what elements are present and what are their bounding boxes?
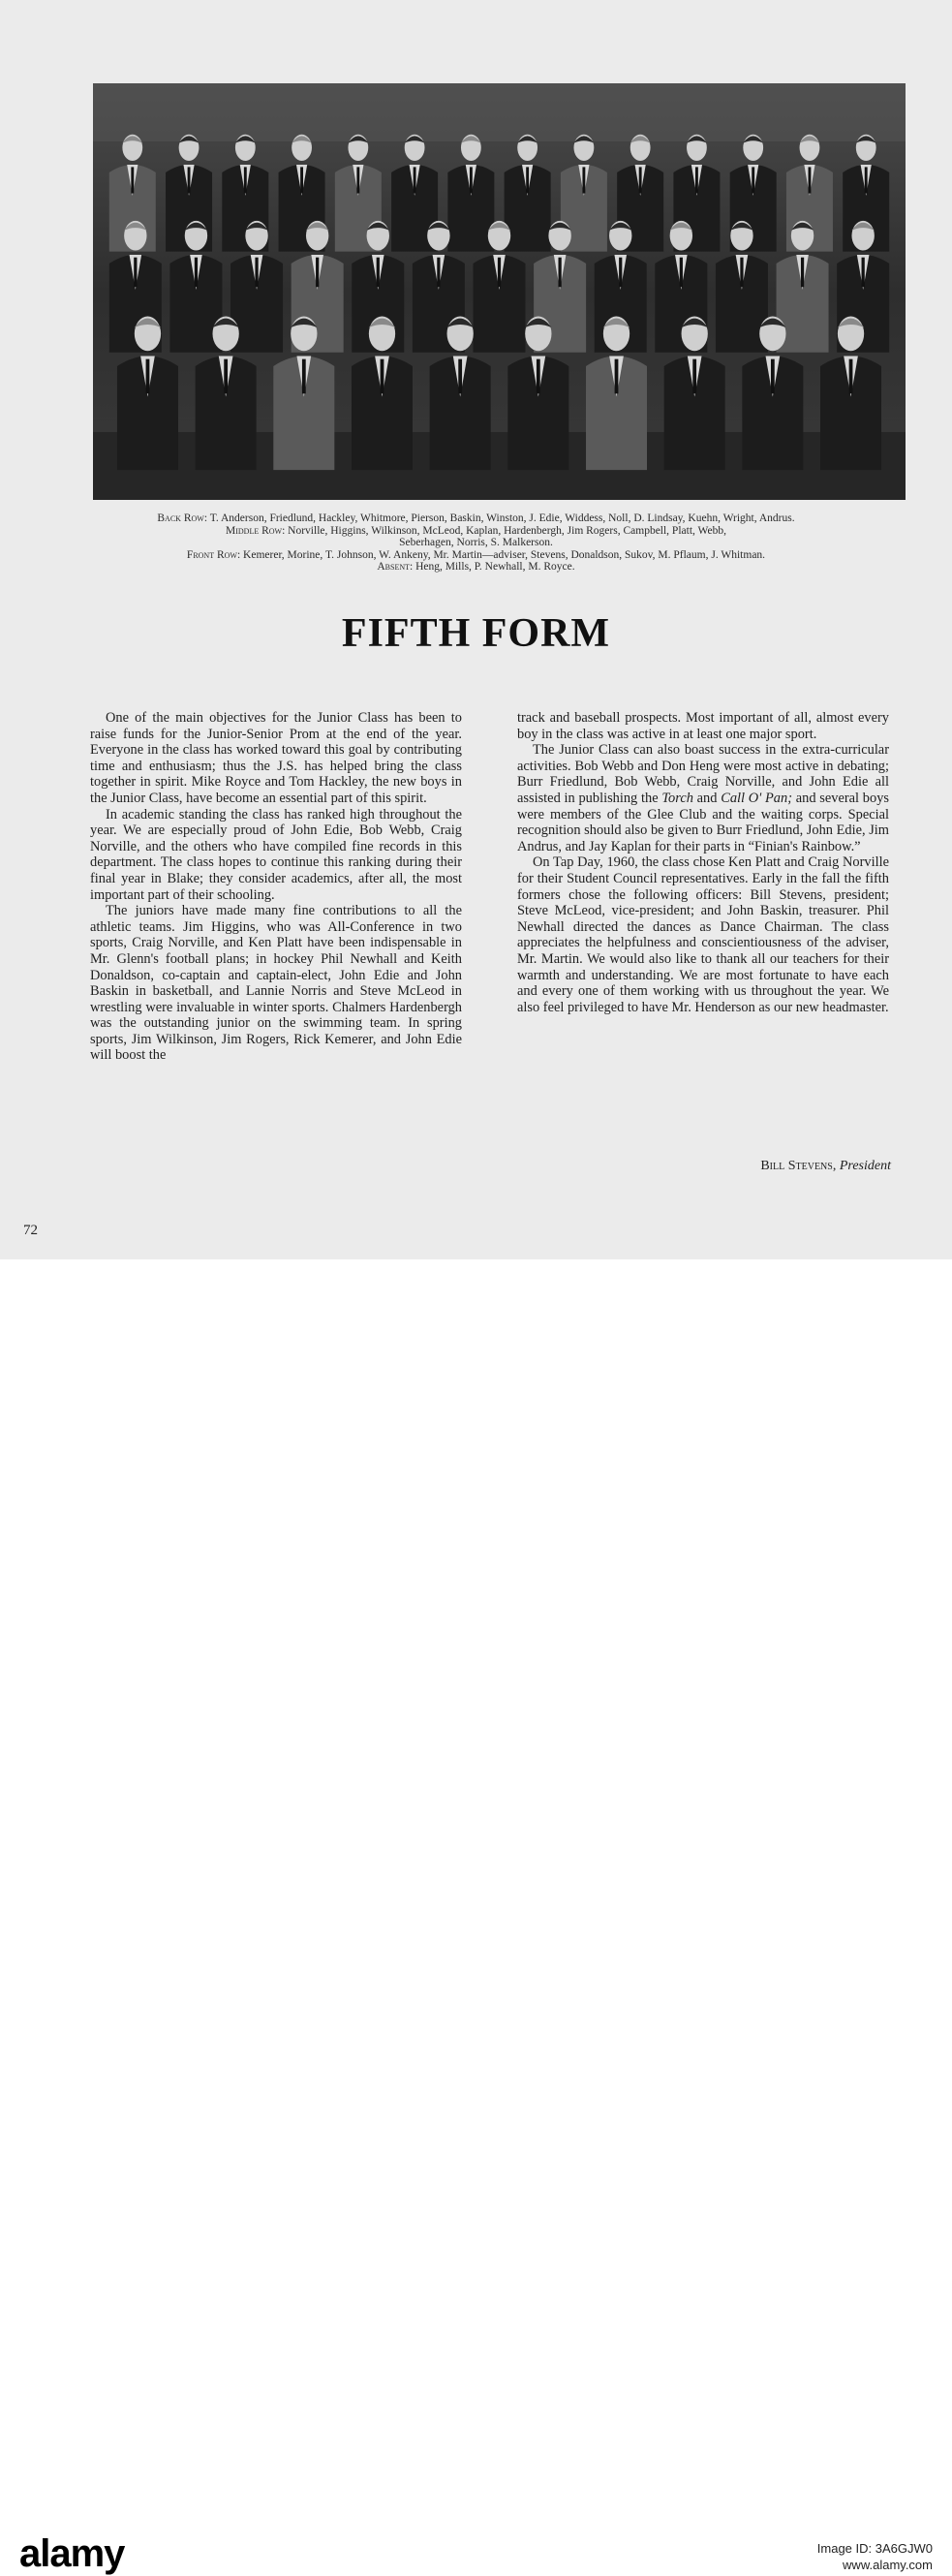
person-tie xyxy=(131,167,134,193)
person-tie xyxy=(582,167,585,193)
article-left-column xyxy=(90,710,462,1064)
image-id: Image ID: 3A6GJW0 xyxy=(816,2541,933,2556)
page-title: FIFTH FORM xyxy=(341,611,611,656)
person-tie xyxy=(134,258,137,288)
publication-call-o-pan: Call O' Pan; xyxy=(721,790,792,806)
person-tie xyxy=(801,258,804,288)
paragraph: track and baseball prospects. Most important of all, almost every boy in the class was active in at least one major sport. xyxy=(517,710,889,742)
caption-absent: Absent: Heng, Mills, P. Newhall, M. Royce. xyxy=(377,561,575,573)
yearbook-page xyxy=(0,0,952,1259)
alamy-logo: alamy xyxy=(19,2532,125,2575)
person-tie xyxy=(458,359,462,394)
person-tie xyxy=(244,167,247,193)
person-tie xyxy=(526,167,529,193)
group-portrait-photo xyxy=(93,83,906,500)
stock-footer-bar xyxy=(0,1259,952,2575)
person-tie xyxy=(224,359,228,394)
caption-middle-row: Middle Row: Norville, Higgins, Wilkinson, McLeod, Kaplan, Hardenbergh, Jim Rogers, Campbell, Platt, Webb, xyxy=(226,524,726,537)
page-number: 72 xyxy=(23,1223,38,1238)
person-tie xyxy=(615,359,619,394)
person-tie xyxy=(316,258,319,288)
person-tie xyxy=(558,258,561,288)
signature xyxy=(517,1159,891,1174)
person-tie xyxy=(300,167,303,193)
person-tie xyxy=(195,258,198,288)
person-tie xyxy=(619,258,622,288)
person-tie xyxy=(537,359,540,394)
footer-info xyxy=(817,2540,933,2573)
site-url: www.alamy.com xyxy=(843,2558,933,2572)
paragraph: On Tap Day, 1960, the class chose Ken Platt and Craig Norville for their Student Council representatives. Early in the fall the fifth formers chose the following officers: Bill Stevens, president; Steve McLeod, vice-president; and John Baskin, treasurer. Phil Newhall directed the dances as Dance Chairman. The class appreciates the helpfulness and conscientiousness of the adviser, Mr. Martin. We would also like to thank all our teachers for their warmth and understanding. We are most fortunate to have each and every one of them working with us throughout the year. We also feel privileged to have Mr. Henderson as our new headmaster. xyxy=(517,854,889,1015)
person-tie xyxy=(865,167,868,193)
caption-back-row: Back Row: T. Anderson, Friedlund, Hackley, Whitmore, Pierson, Baskin, Winston, J. Edie, Widdess, Noll, D. Lindsay, Kuehn, Wright, Andrus. xyxy=(157,512,795,524)
person-tie xyxy=(680,258,683,288)
person-tie xyxy=(381,359,384,394)
person-tie xyxy=(809,167,812,193)
person-tie xyxy=(862,258,865,288)
person-tie xyxy=(470,167,473,193)
person-tie xyxy=(414,167,416,193)
person-tie xyxy=(356,167,359,193)
person-tie xyxy=(377,258,380,288)
person-tie xyxy=(740,258,743,288)
signature-name: Bill Stevens, xyxy=(760,1159,837,1173)
paragraph: In academic standing the class has ranked high throughout the year. We are especially proud of John Edie, Bob Webb, Craig Norville, and the others who have compiled fine records in this department. The class hopes to continue this ranking during their final year in Blake; they consider academics, after all, the most important part of their schooling. xyxy=(90,806,462,903)
person-tie xyxy=(302,359,306,394)
caption-middle-row-cont: Seberhagen, Norris, S. Malkerson. xyxy=(399,537,553,548)
person-tie xyxy=(692,359,696,394)
person-tie xyxy=(498,258,501,288)
paragraph: The juniors have made many fine contributions to all the athletic teams. Jim Higgins, who was All-Conference in two sports, Craig Norville, and Ken Platt have been indispensable in Mr. Glenn's football plans; in hockey Phil Newhall and Keith Donaldson, co-captain and captain-elect, John Edie and John Baskin in basketball, and Lannie Norris and Steve McLeod in wrestling were invaluable in winter sports. Chalmers Hardenbergh was the outstanding junior on the swimming team. In spring sports, Jim Wilkinson, Jim Rogers, Rick Kemerer, and John Edie will boost the xyxy=(90,903,462,1064)
person-tie xyxy=(639,167,642,193)
caption-front-row: Front Row: Kemerer, Morine, T. Johnson, W. Ankeny, Mr. Martin—adviser, Stevens, Donaldson, Sukov, M. Pflaum, J. Whitman. xyxy=(186,548,766,561)
person-tie xyxy=(771,359,775,394)
paragraph: One of the main objectives for the Junior Class has been to raise funds for the Junior-Senior Prom at the end of the year. Everyone in the class has worked toward this goal by contributing time and enthusiasm; thus the J.S. has helped bring the class together in spirit. Mike Royce and Tom Hackley, the new boys in the Junior Class, have become an essential part of this spirit. xyxy=(90,710,462,806)
person-tie xyxy=(255,258,258,288)
photo-caption xyxy=(58,512,894,574)
publication-torch: Torch xyxy=(661,790,693,806)
person-tie xyxy=(695,167,698,193)
person-tie xyxy=(437,258,440,288)
article-right-column xyxy=(517,710,889,1015)
person-tie xyxy=(849,359,853,394)
person-tie xyxy=(752,167,754,193)
person-tie xyxy=(146,359,150,394)
class-group-photo xyxy=(93,83,906,500)
signature-role: President xyxy=(839,1159,891,1173)
paragraph: The Junior Class can also boast success in the extra-curricular activities. Bob Webb and Don Heng were most active in debating; Burr Friedlund, Bob Webb, Craig Norville, and John Edie all assisted in publishing the Torch and Call O' Pan; and several boys were members of the Glee Club and the waiting corps. Special recognition should also be given to Burr Friedlund, John Edie, Jim Andrus, and Jay Kaplan for their parts in “Finian's Rainbow.” xyxy=(517,742,889,854)
person-tie xyxy=(188,167,191,193)
